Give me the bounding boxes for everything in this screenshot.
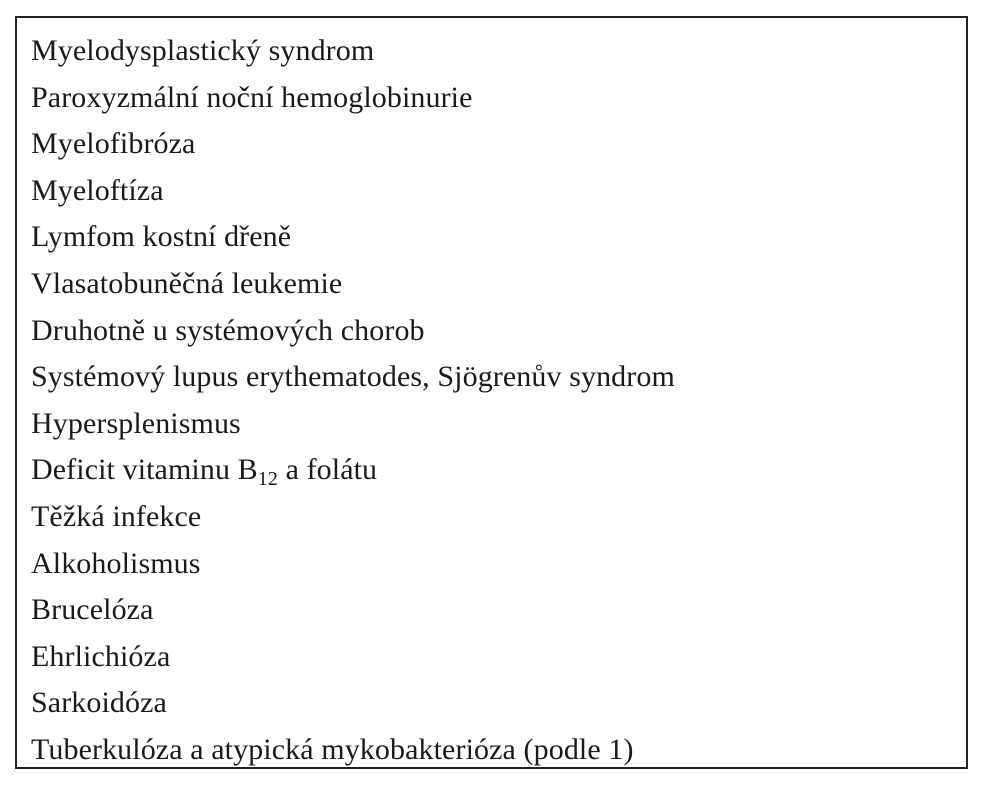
list-item: [31, 168, 956, 215]
list-item-text: Vlasatobuněčná leukemie: [31, 266, 343, 300]
list-item-text: Těžká infekce: [31, 499, 202, 533]
list-item: [31, 261, 956, 308]
list-item: [31, 214, 956, 261]
list-item-text: Brucelóza: [31, 593, 154, 627]
list-item-text-after: a folátu: [277, 453, 378, 487]
list-item: [31, 727, 956, 774]
list-item: [31, 634, 956, 681]
list-item-text: Druhotně u systémových chorob: [31, 313, 425, 347]
list-item-text: Systémový lupus erythematodes, Sjögrenův syndrom: [31, 360, 675, 394]
list-item-text: Myelofibróza: [31, 127, 196, 161]
subscript: 12: [257, 468, 278, 491]
list-item: [31, 541, 956, 588]
list-item: [31, 121, 956, 168]
list-item-text: Paroxyzmální noční hemoglobinurie: [31, 80, 473, 114]
list-item-text: Hypersplenismus: [31, 406, 241, 440]
list-item: [31, 494, 956, 541]
list-item: [31, 308, 956, 355]
list-item-text: Myelodysplastický syndrom: [31, 34, 375, 67]
list-item: [31, 354, 956, 401]
list-item-text: Lymfom kostní dřeně: [31, 220, 292, 254]
list-item: [31, 401, 956, 448]
list-item: [31, 75, 956, 122]
list-item-text: Ehrlichióza: [31, 639, 171, 673]
list-item-text: Sarkoidóza: [31, 686, 167, 720]
list-item: [31, 587, 956, 634]
list-item: [31, 447, 956, 494]
list-item: [31, 28, 956, 75]
list-item-text: Deficit vitaminu B: [31, 453, 258, 487]
list-item-text: Tuberkulóza a atypická mykobakterióza (podle 1): [31, 732, 634, 766]
bordered-list-box: [15, 16, 968, 769]
cause-list: [31, 28, 956, 774]
list-item-text: Myeloftíza: [31, 173, 164, 207]
list-item: [31, 680, 956, 727]
list-item-text: Alkoholismus: [31, 546, 201, 580]
